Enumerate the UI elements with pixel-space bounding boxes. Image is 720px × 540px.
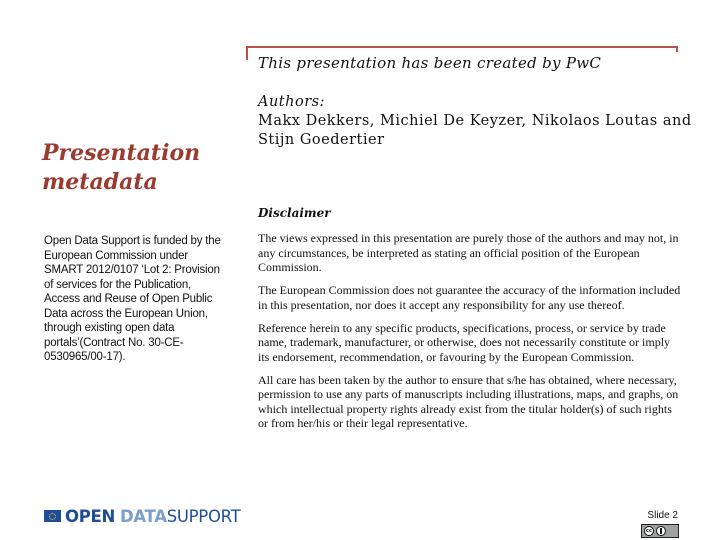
eu-flag-icon [44, 510, 61, 522]
logo-data-text: DATA [119, 506, 167, 526]
page-title-line-1: Presentation [42, 140, 201, 166]
logo-wordmark [65, 507, 240, 526]
created-by-text: This presentation has been created by PwC [258, 54, 602, 72]
disclaimer-paragraph: The views expressed in this presentation are purely those of the authors and may not, in any circumstances, be interpreted as stating an official position of the European Commission. [258, 231, 679, 274]
disclaimer-heading: Disclaimer [258, 206, 331, 220]
authors-label: Authors: [258, 94, 325, 110]
header-frame-top-rule [246, 46, 676, 48]
by-attribution-icon [656, 526, 666, 536]
authors-block [258, 93, 698, 150]
header-frame-right-rule [676, 46, 678, 52]
open-data-support-logo [44, 505, 240, 527]
disclaimer-paragraph: All care has been taken by the author to ensure that s/he has obtained, where necessary, permission to use any parts of manuscripts including illustrations, maps, and graphs, on which intellectual property rights already exist from the titular holder(s) of such rights or from her/his or their legal representative. [258, 372, 679, 430]
cc-icon: cc [644, 526, 654, 536]
logo-open-text: OPEN [65, 506, 115, 526]
page-title [42, 139, 242, 197]
header-frame-left-rule [246, 46, 248, 60]
funding-note: Open Data Support is funded by the European Commission under SMART 2012/0107 ‘Lot 2: Provision of services for the Publication, Access and Reuse of Open Public Data across the European Union, through existing open data portals’(Contract No. 30-CE-0530965/00-17). [44, 235, 221, 363]
page-title-line-2: metadata [42, 169, 158, 195]
slide-number: Slide 2 [647, 510, 678, 521]
authors-names: Makx Dekkers, Michiel De Keyzer, Nikolaos Loutas and Stijn Goedertier [258, 113, 692, 148]
disclaimer-paragraph: The European Commission does not guarantee the accuracy of the information included in this presentation, nor does it accept any responsibility for any use thereof. [258, 283, 681, 312]
disclaimer-body [258, 231, 682, 439]
disclaimer-paragraph: Reference herein to any specific products, specifications, process, or service by trade name, trademark, manufacturer, or otherwise, does not necessarily constitute or imply its endorsement, recommendation, or favouring by the European Commission. [258, 320, 671, 364]
logo-support-text: SUPPORT [166, 506, 241, 526]
cc-by-icon [641, 524, 679, 538]
